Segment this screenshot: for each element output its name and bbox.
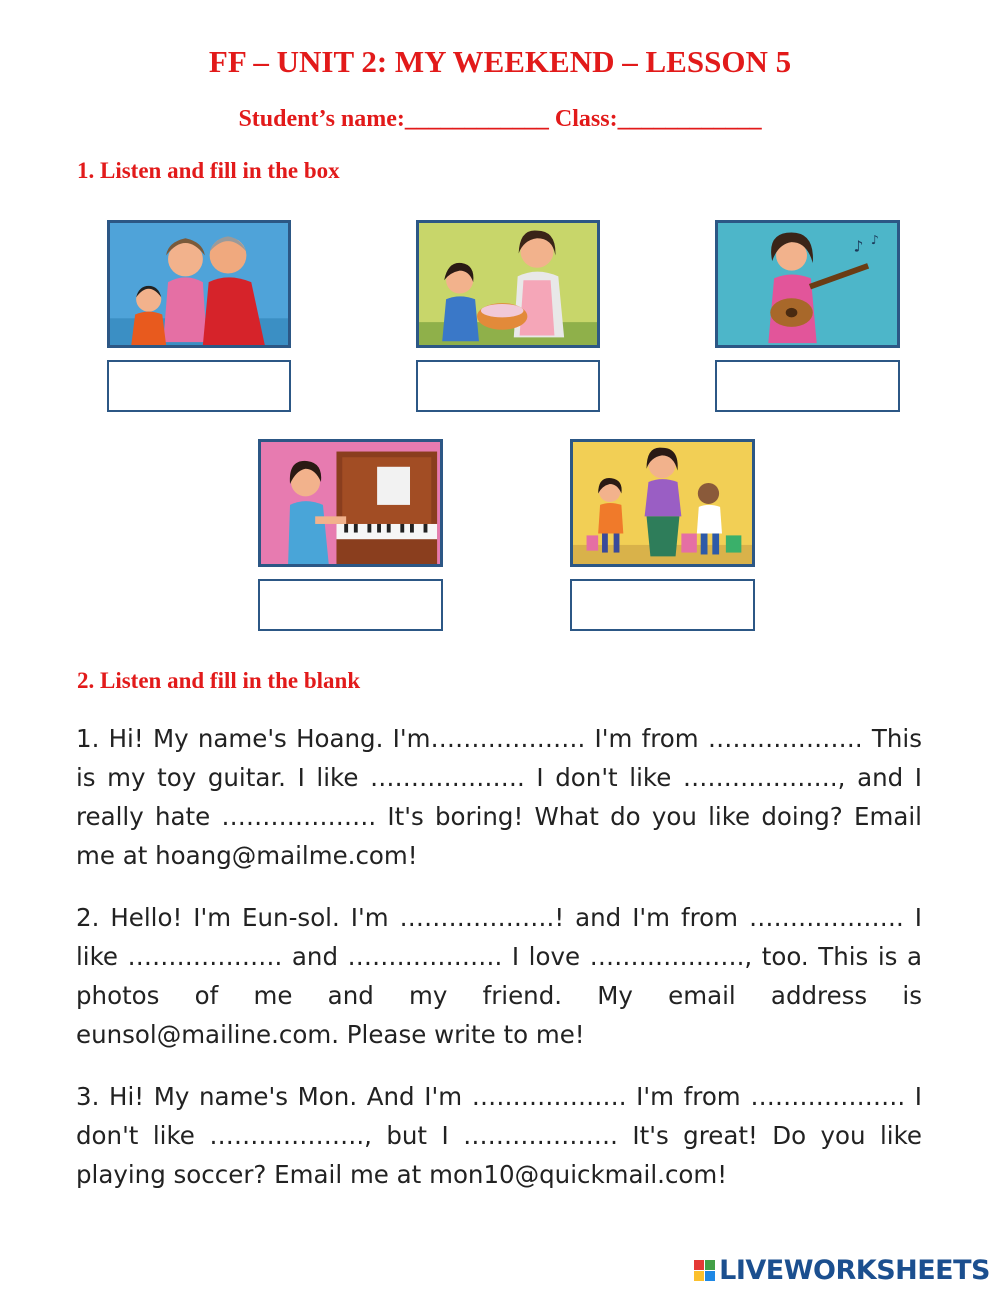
girl-playing-piano-picture — [258, 439, 443, 567]
class-label: Class:____________ — [554, 106, 762, 132]
answer-box-1[interactable] — [107, 360, 291, 412]
liveworksheets-logo — [694, 1253, 990, 1287]
cooking-with-mom-picture — [416, 220, 600, 348]
svg-text:♪: ♪ — [870, 232, 879, 247]
passage-eun-sol: 2. Hello! I'm Eun-sol. I'm ……………….! and I'm from ………………. I like ………………. and ………………. I love ………………., too. This is a photos of me and my friend. My email address is eunsol@mailine.com. Please write to me! — [76, 903, 922, 1049]
logo-blocks-icon — [694, 1260, 715, 1281]
logo-text: LIVEWORKSHEETS — [719, 1254, 990, 1286]
family-shopping-picture — [570, 439, 755, 567]
answer-box-5[interactable] — [570, 579, 755, 631]
passage-mon: 3. Hi! My name's Mon. And I'm ………………. I'm from ………………. I don't like ………………., but I ………………. It's great! Do you like playing soccer? Email me at mon10@quickmail.com! — [76, 1082, 922, 1189]
logo-block-blue — [705, 1271, 715, 1281]
answer-box-3[interactable] — [715, 360, 900, 412]
student-name-label: Student’s name:____________ — [238, 106, 549, 132]
logo-block-green — [705, 1260, 715, 1270]
girl-playing-guitar-picture — [715, 220, 900, 348]
answer-box-2[interactable] — [416, 360, 600, 412]
student-info-row — [0, 106, 1000, 133]
worksheet-title: FF – UNIT 2: MY WEEKEND – LESSON 5 — [208, 44, 792, 79]
logo-block-red — [694, 1260, 704, 1270]
answer-box-4[interactable] — [258, 579, 443, 631]
grandparents-with-child-picture — [107, 220, 291, 348]
passage-hoang: 1. Hi! My name's Hoang. I'm………………. I'm from ………………. This is my toy guitar. I like ………………. I don't like ………………., and I really hate ………………. It's boring! What do you like doing? Email me at hoang@mailme.com! — [76, 724, 922, 870]
section2-heading: 2. Listen and fill in the blank — [77, 668, 361, 693]
logo-block-yellow — [694, 1271, 704, 1281]
section1-heading: 1. Listen and fill in the box — [77, 158, 340, 183]
svg-text:♪: ♪ — [853, 237, 864, 256]
